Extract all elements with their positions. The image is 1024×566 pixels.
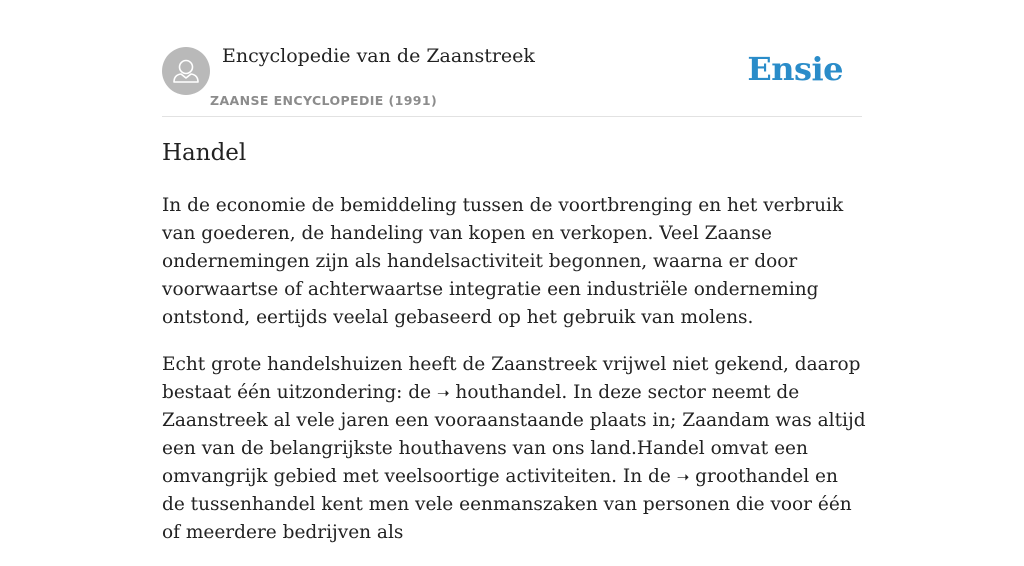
paragraph-text: . In deze sector neemt de Zaanstreek al vele jaren een vooraanstaande plaats in; Zaandam was altijd een van de belangrijkste houthavens van ons land.Handel omvat een omvangrijk gebied met veelsoortige activiteiten. In de (162, 382, 866, 487)
source-subtitle: ZAANSE ENCYCLOPEDIE (1991) (210, 93, 438, 108)
arrow-right-icon: ➝ (436, 384, 450, 402)
link-houthandel-label: houthandel (455, 382, 562, 403)
paragraph-text: en de tussenhandel kent men vele eenmanszaken van personen die voor één of meerdere bedrijven als (162, 466, 852, 543)
link-groothandel[interactable] (677, 466, 809, 487)
user-avatar-icon[interactable] (162, 47, 210, 95)
paragraph-text: Echt grote handelshuizen heeft de Zaanstreek vrijwel niet gekend, daarop bestaat één uitzondering: de (162, 354, 861, 403)
arrow-right-icon: ➝ (676, 468, 690, 486)
ensie-logo[interactable]: Ensie (747, 50, 843, 88)
article-title: Handel (162, 140, 247, 166)
source-title[interactable]: Encyclopedie van de Zaanstreek (222, 45, 535, 67)
link-houthandel[interactable] (437, 382, 561, 403)
article-paragraph (162, 351, 866, 547)
source-header (162, 0, 862, 117)
link-groothandel-label: groothandel (695, 466, 810, 487)
article-body (162, 192, 866, 566)
article-paragraph: In de economie de bemiddeling tussen de voortbrenging en het verbruik van goederen, de handeling van kopen en verkopen. Veel Zaanse ondernemingen zijn als handelsactiviteit begonnen, waarna er door voorwaartse of achterwaartse integratie een industriële onderneming ontstond, eertijds veelal gebaseerd op het gebruik van molens. (162, 195, 844, 328)
